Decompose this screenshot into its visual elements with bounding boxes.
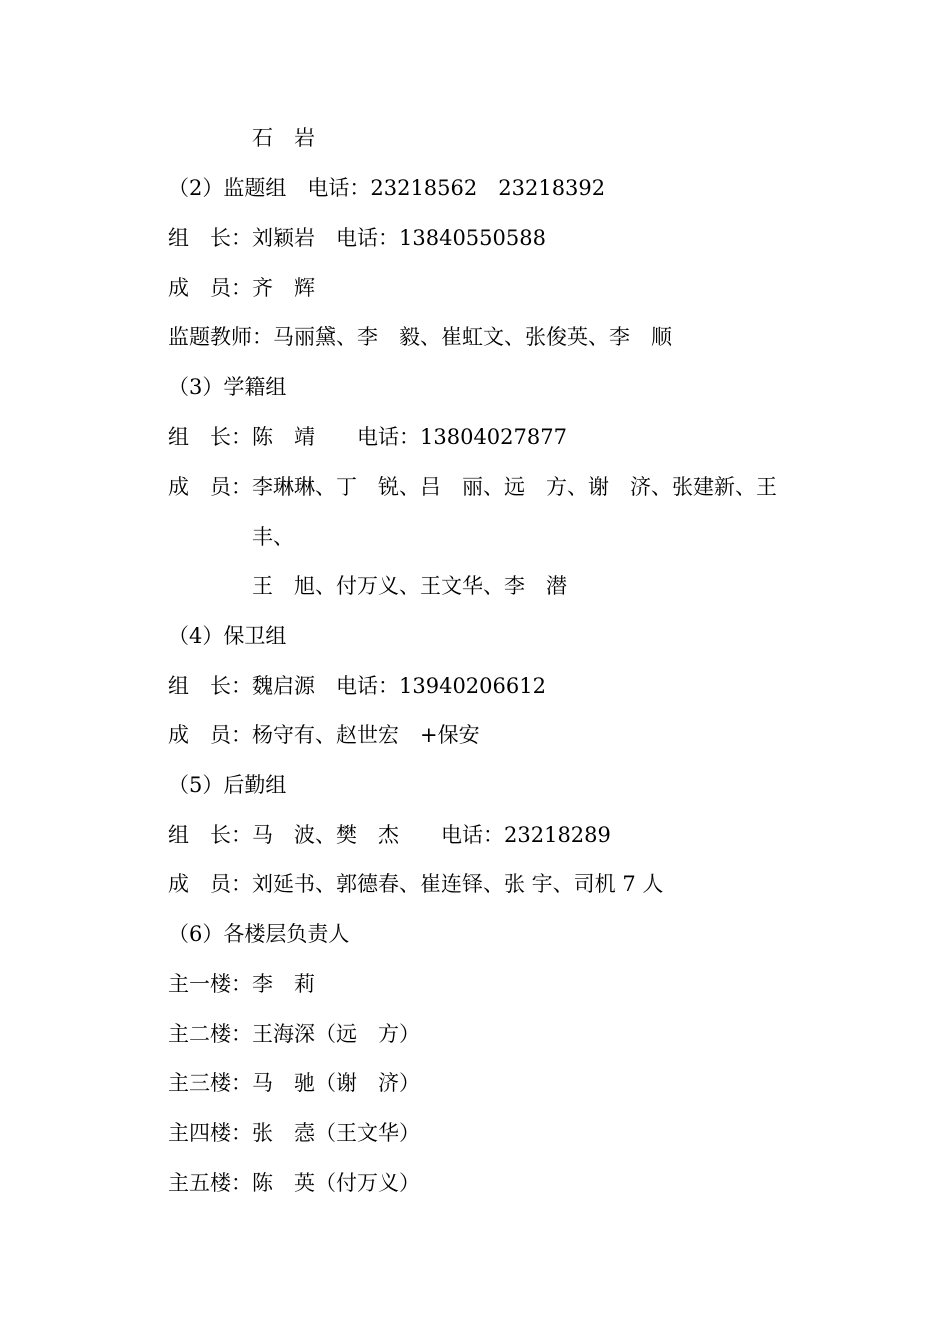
member-line: 成 员：刘延书、郭德春、崔连铎、张 宇、司机 7 人 [168,872,664,896]
section-heading-exam-supervision: （2）监题组 电话：23218562 23218392 [168,176,606,200]
section-heading-security: （4）保卫组 [168,624,287,648]
floor-1-line: 主一楼：李 莉 [168,972,315,996]
leader-line: 组 长：陈 靖 电话：13804027877 [168,425,567,449]
leader-line: 组 长：马 波、樊 杰 电话：23218289 [168,823,611,847]
member-line: 成 员：李琳琳、丁 锐、吕 丽、远 方、谢 济、张建新、王 [168,475,777,499]
section-heading-logistics: （5）后勤组 [168,773,287,797]
leader-line: 组 长：刘颖岩 电话：13840550588 [168,226,546,250]
member-line: 成 员：齐 辉 [168,276,315,300]
floor-5-line: 主五楼：陈 英（付万义） [168,1171,420,1195]
member-line-continued: 王 旭、付万义、王文华、李 潜 [252,574,567,598]
floor-4-line: 主四楼：张 悫（王文华） [168,1121,420,1145]
floor-3-line: 主三楼：马 驰（谢 济） [168,1071,420,1095]
continued-member-line: 石 岩 [252,126,315,150]
section-heading-student-records: （3）学籍组 [168,375,287,399]
supervising-teachers-line: 监题教师：马丽黛、李 毅、崔虹文、张俊英、李 顺 [168,325,672,349]
leader-line: 组 长：魏启源 电话：13940206612 [168,674,546,698]
section-heading-floor-heads: （6）各楼层负责人 [168,922,350,946]
floor-2-line: 主二楼：王海深（远 方） [168,1022,420,1046]
member-line-wrap: 丰、 [252,525,294,549]
member-line: 成 员：杨守有、赵世宏 +保安 [168,723,480,747]
